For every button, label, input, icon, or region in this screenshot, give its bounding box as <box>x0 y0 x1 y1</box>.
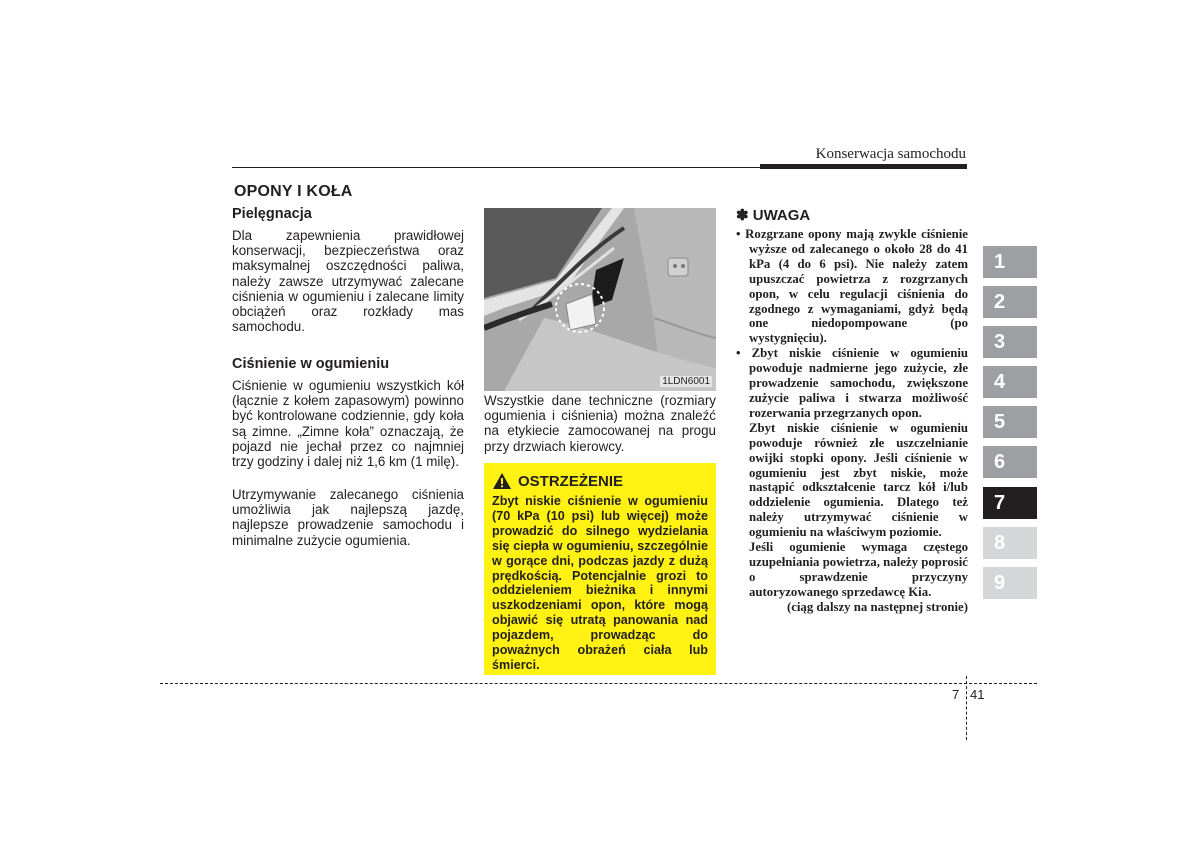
figure-code: 1LDN6001 <box>662 376 710 387</box>
footer-page-number: 41 <box>970 687 985 702</box>
note-bullet-1: • Rozgrzane opony mają zwykle ciśnienie wyższe od zalecanego o około 28 do 41 kPa (4 do 6 psi). Nie należy zatem upuszczać powietrza z rozgrzanych opon, w celu regulacji ciśnienia do zgodnego z wymaganiami, gdyż będą one niedopompowane (po wystygnięciu). <box>736 227 968 346</box>
chapter-tab-2[interactable]: 2 <box>983 286 1037 318</box>
chapter-tab-9[interactable]: 9 <box>983 567 1037 599</box>
warning-box <box>484 463 716 675</box>
note-bullet-2: • Zbyt niskie ciśnienie w ogumieniu powoduje nadmierne jego zużycie, złe prowadzenie samochodu, zwiększone zużycie paliwa i stwarza możliwość rozerwania przegrzanych opon. <box>736 346 968 420</box>
note-paragraph-3: Zbyt niskie ciśnienie w ogumieniu powoduje również złe uszczelnianie owijki stopki opony. Jeśli ciśnienie w ogumieniu jest zbyt niskie, może nastąpić odkształcenie tarcz kół i/lub oddzielenie ogumienia. Dlatego też należy utrzymywać ciśnienie w ogumieniu na właściwym poziomie. <box>749 420 968 540</box>
pressure-paragraph-2: Utrzymywanie zalecanego ciśnienia umożliwia jak najlepszą jazdę, najlepsze prowadzenie samochodu i minimalne zużycie ogumienia. <box>232 487 464 548</box>
chapter-tab-4[interactable]: 4 <box>983 366 1037 398</box>
chapter-tab-6[interactable]: 6 <box>983 446 1037 478</box>
warning-text: Zbyt niskie ciśnienie w ogumieniu (70 kPa (10 psi) lub więcej) może prowadzić do silnego wydzielania się ciepła w ogumieniu, szczególnie w gorące dni, podczas jazdy z dużą prędkością. Potencjalnie grozi to oddzieleniem bieżnika i innymi uszkodzeniami opon, które mogą objawić się utratą panowania nad pojazdem, prowadząc do poważnych obrażeń ciała lub śmierci. <box>492 494 708 672</box>
running-header: Konserwacja samochodu <box>815 146 966 162</box>
door-sill-illustration <box>484 208 716 391</box>
warning-triangle-icon <box>492 472 512 490</box>
note-body <box>736 227 968 615</box>
chapter-tab-5[interactable]: 5 <box>983 406 1037 438</box>
pressure-heading: Ciśnienie w ogumieniu <box>232 356 390 372</box>
section-title: OPONY I KOŁA <box>234 183 353 200</box>
note-title: ✽ UWAGA <box>736 207 811 224</box>
chapter-tab-8[interactable]: 8 <box>983 527 1037 559</box>
footer-rule <box>160 683 1037 684</box>
warning-title: OSTRZEŻENIE <box>518 472 624 490</box>
figure-caption: Wszystkie dane techniczne (rozmiary ogumienia i ciśnienia) można znaleźć na etykiecie zamocowanej na progu przy drzwiach kierowcy. <box>484 393 716 454</box>
footer-divider <box>966 676 967 740</box>
footer-chapter-number: 7 <box>952 687 960 702</box>
header-bar <box>760 164 967 169</box>
continued-label: (ciąg dalszy na następnej stronie) <box>786 599 968 614</box>
chapter-tab-3[interactable]: 3 <box>983 326 1037 358</box>
care-paragraph: Dla zapewnienia prawidłowej konserwacji, bezpieczeństwa oraz maksymalnej oszczędności paliwa, należy zawsze utrzymywać zalecane ciśnienia w ogumieniu i zalecane limity obciążeń oraz rozkłady mas samochodu. <box>232 228 464 335</box>
chapter-tab-7[interactable]: 7 <box>983 487 1037 519</box>
care-heading: Pielęgnacja <box>232 206 312 222</box>
warning-header <box>492 472 623 490</box>
door-sill-photo <box>484 208 716 391</box>
note-paragraph-4: Jeśli ogumienie wymaga częstego uzupełniania powietrza, należy poprosić o sprawdzenie przyczyny autoryzowanego sprzedawcę Kia. <box>749 540 968 599</box>
chapter-tab-1[interactable]: 1 <box>983 246 1037 278</box>
pressure-paragraph-1: Ciśnienie w ogumieniu wszystkich kół (łącznie z kołem zapasowym) powinno być kontrolowane codziennie, gdy koła są zimne. „Zimne koła” oznaczają, że pojazd nie jechał przez co najmniej trzy godziny i dalej niż 1,6 km (1 milę). <box>232 378 464 470</box>
